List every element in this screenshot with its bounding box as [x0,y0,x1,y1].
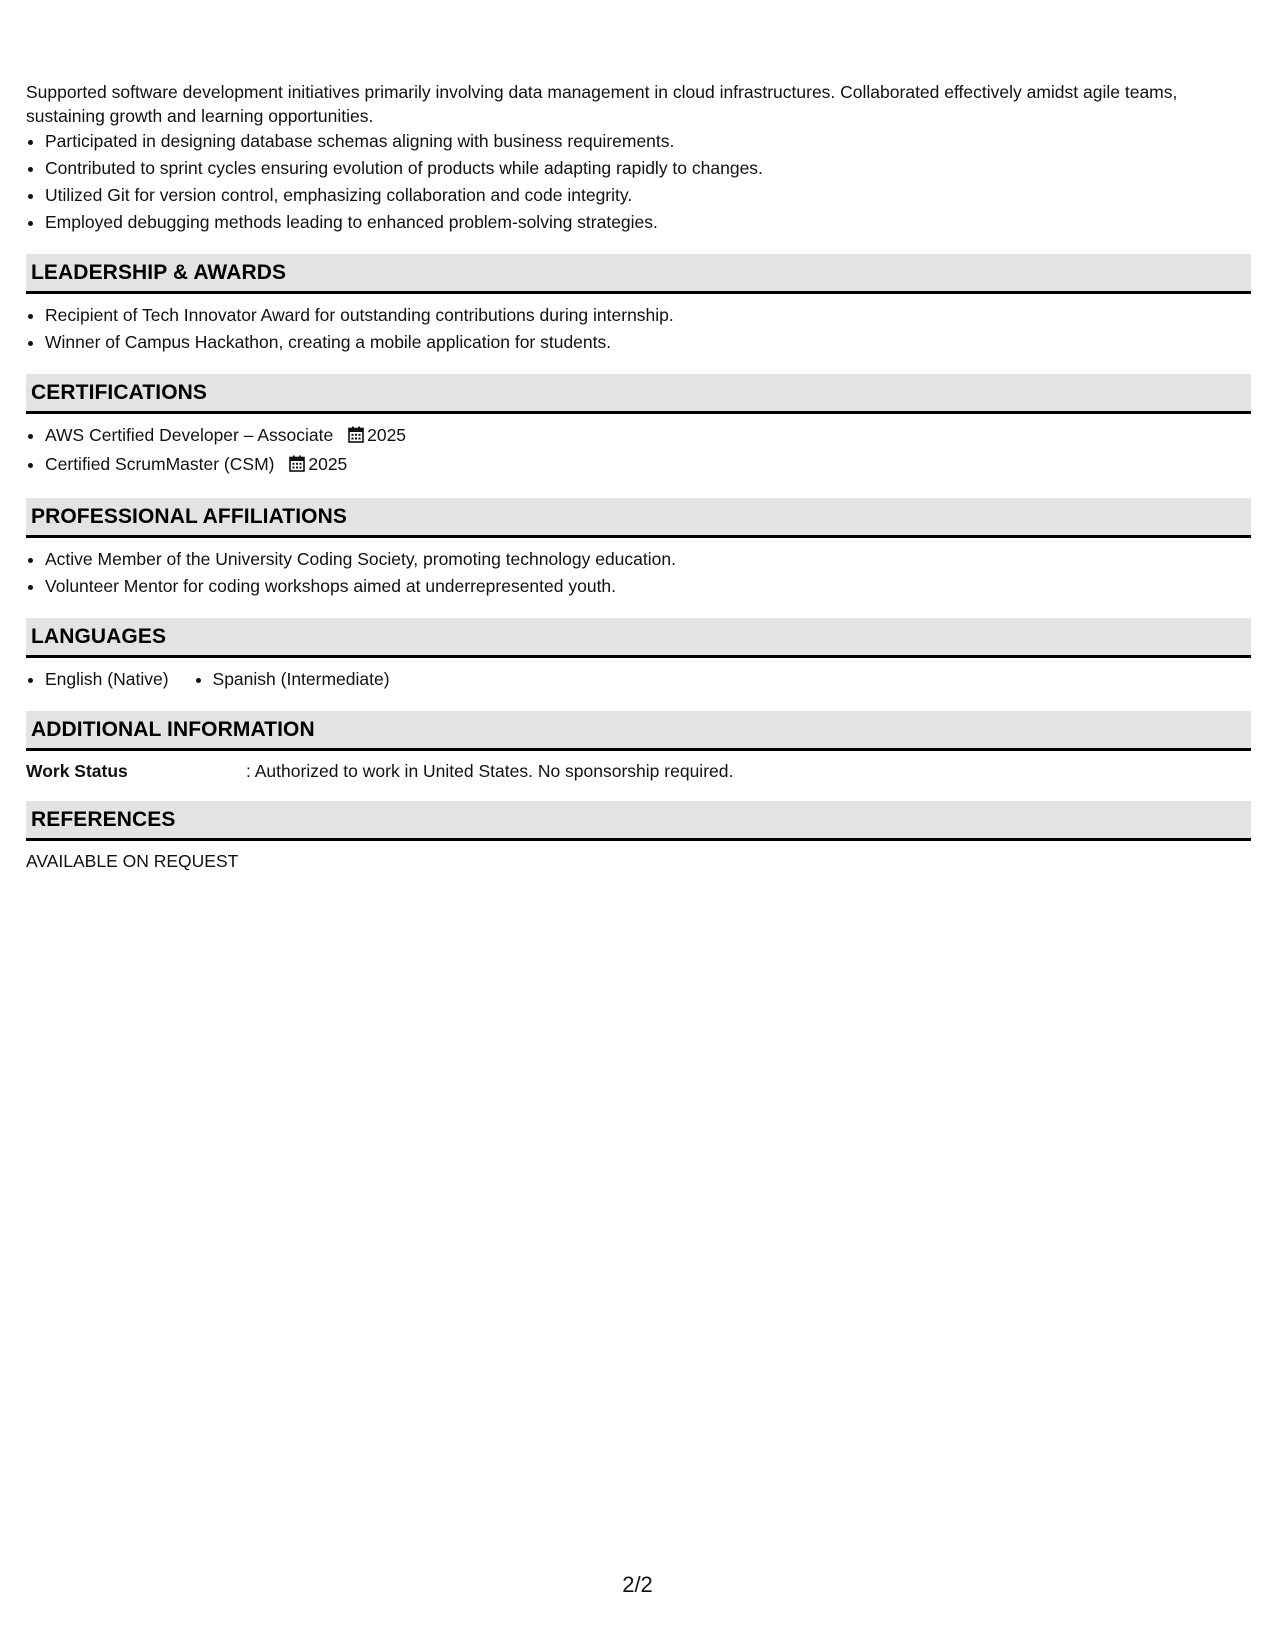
references-text: AVAILABLE ON REQUEST [26,851,239,871]
languages-list [26,666,1251,693]
certification-name: Certified ScrumMaster (CSM) [45,454,275,474]
affiliations-list [26,546,1251,600]
work-status-row [26,759,1251,783]
certification-year: 2025 [367,425,407,445]
calendar-icon [289,453,305,480]
work-status-label: Work Status [26,761,128,781]
section-title: ADDITIONAL INFORMATION [31,717,315,741]
resume-page [26,80,1251,873]
section-header-languages [26,618,1251,658]
certification-year: 2025 [308,454,348,474]
list-item: • Participated in designing database schemas aligning with business requirements. [45,128,1251,155]
list-item: • Volunteer Mentor for coding workshops aimed at underrepresented youth. [45,573,1251,600]
section-header-affiliations [26,498,1251,538]
page-number: 2/2 [622,1572,653,1597]
list-item [45,422,1251,451]
list-item: • Utilized Git for version control, emphasizing collaboration and code integrity. [45,182,1251,209]
certification-name: AWS Certified Developer – Associate [45,425,334,445]
list-item [45,451,1251,480]
section-title: REFERENCES [31,807,176,831]
list-item: • Active Member of the University Coding Society, promoting technology education. [45,546,1251,573]
list-item: • English (Native) [45,666,169,693]
calendar-icon [348,424,364,451]
section-title: PROFESSIONAL AFFILIATIONS [31,504,347,528]
section-title: LEADERSHIP & AWARDS [31,260,287,284]
section-title: CERTIFICATIONS [31,380,208,404]
section-title: LANGUAGES [31,624,167,648]
section-header-references [26,801,1251,841]
list-item: • Contributed to sprint cycles ensuring evolution of products while adapting rapidly to changes. [45,155,1251,182]
section-header-certifications [26,374,1251,414]
section-header-additional [26,711,1251,751]
experience-bullets [26,128,1251,236]
experience-summary: Supported software development initiatives primarily involving data management in cloud infrastructures. Collaborated effectively amidst agile teams, sustaining growth and learning opportunities. [26,82,1178,126]
certifications-list [26,422,1251,480]
leadership-list [26,302,1251,356]
list-item: • Employed debugging methods leading to enhanced problem-solving strategies. [45,209,1251,236]
section-header-leadership [26,254,1251,294]
list-item: • Winner of Campus Hackathon, creating a mobile application for students. [45,329,1251,356]
list-item: • Spanish (Intermediate) [213,666,390,693]
work-status-value: : Authorized to work in United States. No sponsorship required. [246,761,734,781]
list-item: • Recipient of Tech Innovator Award for outstanding contributions during internship. [45,302,1251,329]
